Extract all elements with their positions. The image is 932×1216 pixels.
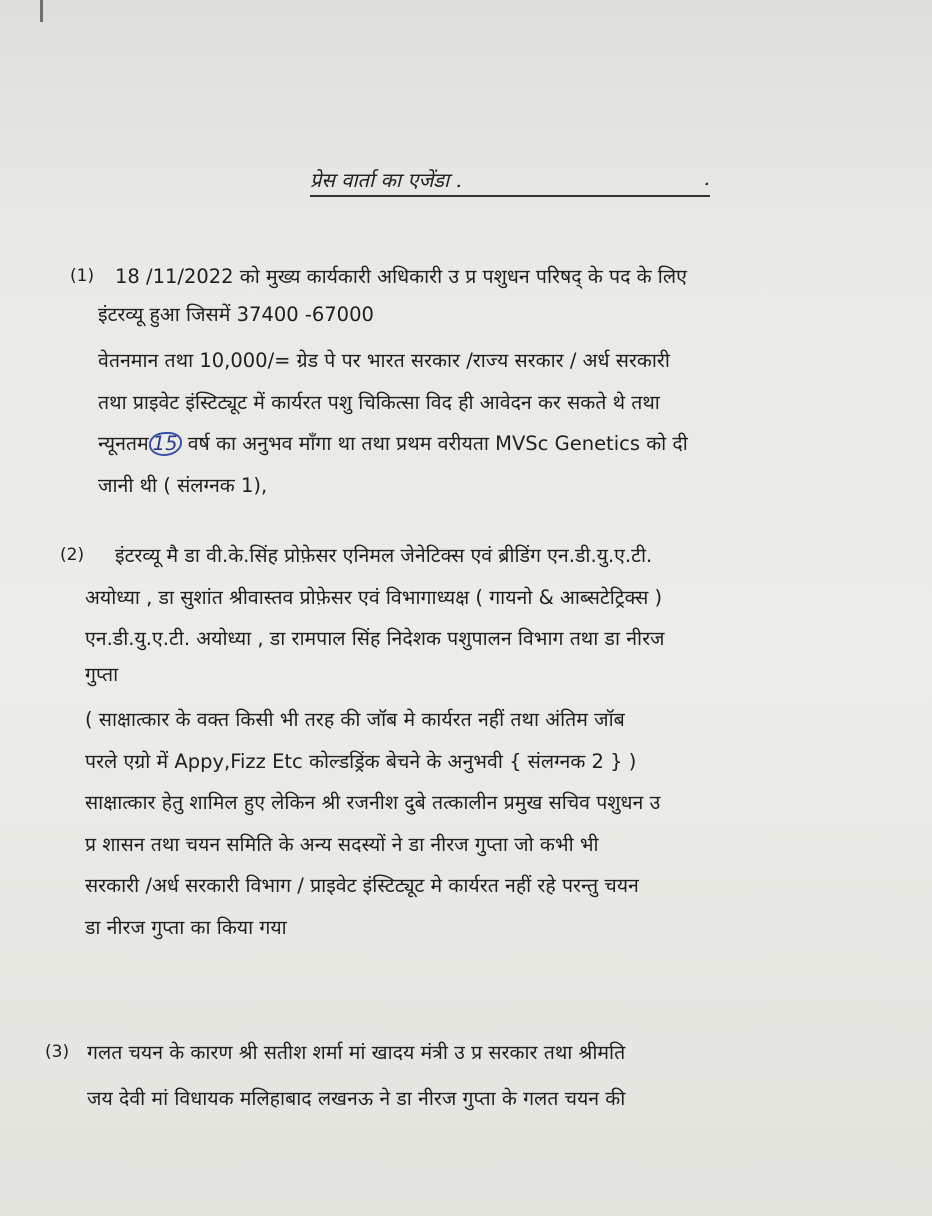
item-line: सरकारी /अर्ध सरकारी विभाग / प्राइवेट इंस्टिट्यूट मे कार्यरत नहीं रहे परन्तु चयन: [85, 874, 639, 897]
item-line: परले एग्रो में Appy,Fizz Etc कोल्डड्रिंक बेचने के अनुभवी { संलग्नक 2 } ): [85, 749, 637, 773]
item-line: गलत चयन के कारण श्री सतीश शर्मा मां खादय मंत्री उ प्र सरकार तथा श्रीमति: [87, 1041, 626, 1064]
item-line: प्र शासन तथा चयन समिति के अन्य सदस्यों ने डा नीरज गुप्ता जो कभी भी: [85, 832, 599, 856]
agenda-item-3: [45, 1034, 915, 1117]
item-line: गुप्ता: [85, 662, 119, 686]
item-line-text: वर्ष का अनुभव माँगा था तथा प्रथम वरीयता MVSc Genetics को दी: [181, 432, 688, 455]
item-line: इंटरव्यू मै डा वी.के.सिंह प्रोफ़ेसर एनिमल जेनेटिक्स एवं ब्रीडिंग एन.डी.यु.ए.टी.: [115, 544, 653, 567]
item-line: ( साक्षात्कार के वक्त किसी भी तरह की जॉब मे कार्यरत नहीं तथा अंतिम जॉब: [85, 708, 625, 731]
item-line: डा नीरज गुप्ता का किया गया: [85, 915, 287, 939]
item-number: (1): [70, 266, 95, 286]
item-line: 18 /11/2022 को मुख्य कार्यकारी अधिकारी उ प्र पशुधन परिषद् के पद के लिए: [115, 265, 687, 288]
document-title: [310, 166, 710, 197]
item-line-text: न्यूनतम: [98, 432, 149, 455]
item-number: (3): [45, 1042, 70, 1062]
item-line: साक्षात्कार हेतु शामिल हुए लेकिन श्री रजनीश दुबे तत्कालीन प्रमुख सचिव पशुधन उ: [85, 791, 661, 814]
item-line: [98, 425, 920, 463]
item-line: इंटरव्यू हुआ जिसमें 37400 -67000: [98, 302, 374, 326]
item-line: वेतनमान तथा 10,000/= ग्रेड पे पर भारत सरकार /राज्य सरकार / अर्ध सरकारी: [98, 349, 670, 372]
handwritten-correction: 15: [149, 432, 182, 456]
item-line: तथा प्राइवेट इंस्टिट्यूट में कार्यरत पशु चिकित्सा विद ही आवेदन कर सकते थे तथा: [98, 390, 660, 414]
paper-fold-mark: [40, 0, 43, 22]
item-line: अयोध्या , डा सुशांत श्रीवास्तव प्रोफ़ेसर एवं विभागाध्यक्ष ( गायनो & आब्सटेट्रिक्स ): [85, 585, 663, 609]
item-number: (2): [60, 545, 85, 565]
agenda-item-1: [70, 258, 920, 504]
title-trailing-dot: .: [703, 166, 710, 190]
item-line: जानी थी ( संलग्नक 1),: [98, 473, 268, 497]
agenda-item-2: [60, 537, 920, 946]
item-line: एन.डी.यु.ए.टी. अयोध्या , डा रामपाल सिंह निदेशक पशुपालन विभाग तथा डा नीरज: [85, 627, 665, 650]
item-line: जय देवी मां विधायक मलिहाबाद लखनऊ ने डा नीरज गुप्ता के गलत चयन की: [87, 1086, 626, 1110]
title-text: प्रेस वार्ता का एजेंडा .: [310, 168, 462, 192]
